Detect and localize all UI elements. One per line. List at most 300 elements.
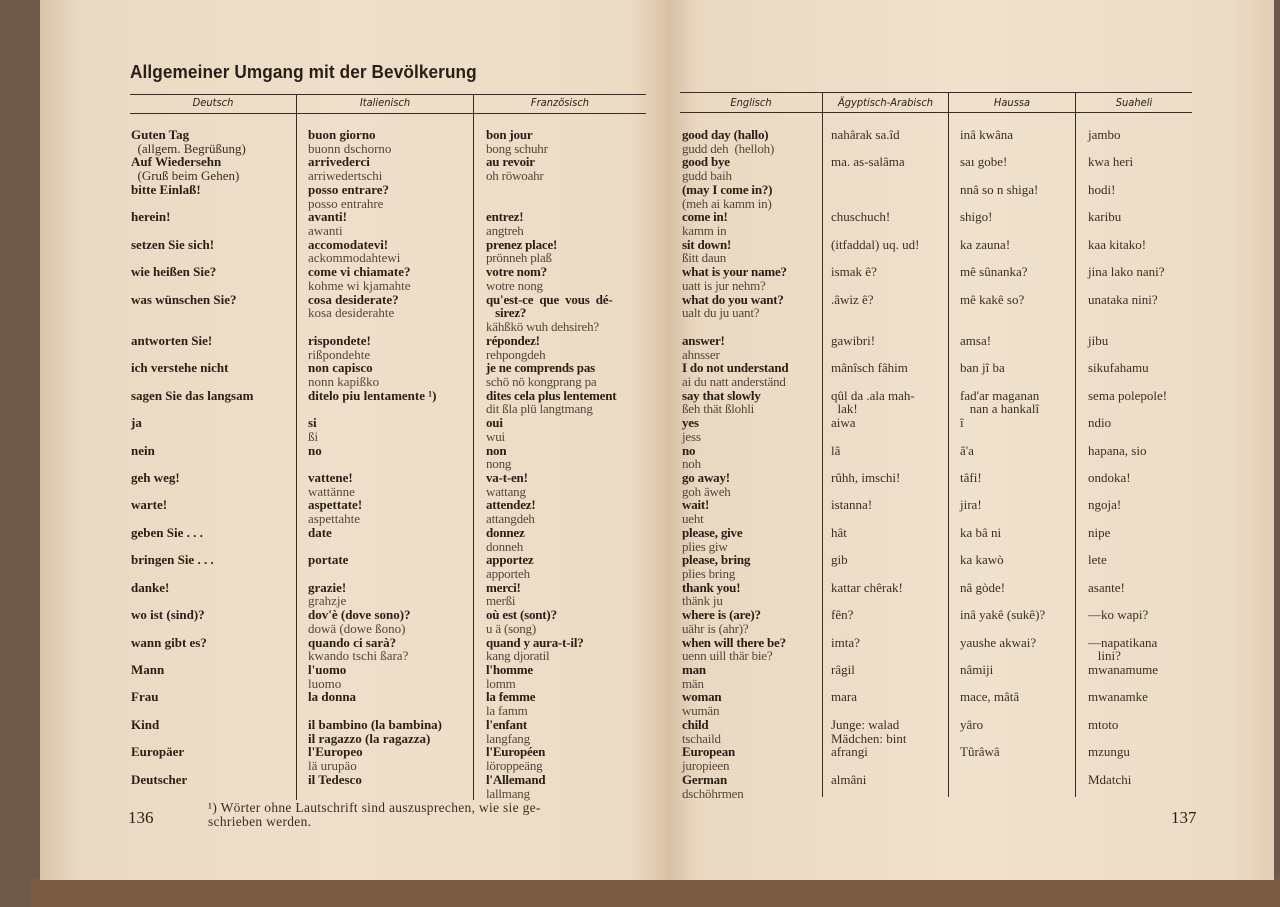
phrase-line [131,594,253,608]
phrase-line: ondoka! [1088,469,1131,485]
phrase-line: rispondete! [308,332,371,348]
phrase-line [1088,704,1167,718]
pronunciation-line: schö nö kongprang pa [486,373,597,389]
phrase-line: qûl da .ala mah- [831,387,915,403]
phrase-line: German [682,771,728,787]
phrase-line: non [486,442,507,458]
pronunciation-line: dschöhrmen [682,785,744,801]
phrase-line: wo ist (sind)? [131,607,205,623]
phrase-line [831,457,919,471]
phrase-line [831,622,919,636]
phrase-line [1088,279,1167,293]
phrase-line: vattene! [308,469,353,485]
phrase-line [131,320,253,334]
phrase-line: l'Européen [486,744,546,760]
header-italienisch: Italienisch [359,96,411,109]
pronunciation-line: goh äweh [682,483,731,499]
pronunciation-line: wattänne [308,483,355,499]
phrase-line: ka zauna! [960,236,1011,252]
phrase-line: yes [682,415,699,431]
phrase-line [831,704,919,718]
page-number-right: 137 [1171,808,1197,827]
phrase-line: hodi! [1088,181,1116,197]
phrase-line: lak! [831,401,858,417]
phrase-line: ka kawò [960,552,1004,568]
phrase-line: jambo [1088,127,1121,142]
phrase-line [1088,402,1167,416]
pronunciation-line [308,704,442,718]
phrase-line: ban jî ba [960,360,1005,376]
phrase-line: (Gruß beim Gehen) [131,168,240,184]
phrase-line: geben Sie . . . [131,524,203,540]
pronunciation-line: män [682,675,704,691]
phrase-line: go away! [682,469,730,485]
phrase-line: no [308,442,322,458]
phrase-line [131,677,253,691]
pronunciation-line: wumän [682,703,720,719]
pronunciation-line: uenn uill thär bie? [682,648,773,664]
pronunciation-line: kohme wi kjamahte [308,277,411,293]
pronunciation-line: lä urupäo [308,758,357,774]
phrase-line [131,622,253,636]
phrase-line: sagen Sie das langsam [131,387,254,403]
phrase-line: dov'è (dove sono)? [308,607,411,623]
phrase-line: karibu [1088,209,1122,225]
phrase-line: mara [831,689,857,705]
phrase-line: ismak ê? [831,264,877,280]
phrase-line: jira! [960,497,982,513]
column-deutsch [131,128,253,787]
phrase-line: shigo! [960,209,993,225]
phrase-line: lâ [831,442,841,458]
phrase-line: cosa desiderate? [308,291,399,307]
phrase-line [131,732,253,746]
phrase-line: where is (are)? [682,607,761,623]
phrase-line [131,485,253,499]
phrase-line: good day (hallo) [682,127,769,142]
phrase-line: rûhh, imschi! [831,469,901,485]
column-italienisch [308,128,442,787]
phrase-line: Junge: walad [831,716,900,732]
phrase-line [831,567,919,581]
phrase-line [960,512,1045,526]
pronunciation-line: ualt du ju uant? [682,305,760,321]
phrase-line: bon jour [486,127,533,142]
phrase-line [1088,251,1167,265]
phrase-line: accomodatevi! [308,236,389,252]
pronunciation-line: kamm in [682,223,727,239]
phrase-line [960,457,1045,471]
pronunciation-line: ueht [682,511,704,527]
phrase-line: l'uomo [308,662,347,678]
phrase-line [1088,375,1167,389]
pronunciation-line: wui [486,428,505,444]
phrase-line: come vi chiamate? [308,264,411,280]
phrase-line: woman [682,689,722,705]
phrase-line [131,348,253,362]
pronunciation-line: nonn kapißko [308,373,380,389]
pronunciation-line [308,540,442,554]
pronunciation-line: dowä (dowe ßono) [308,620,406,636]
phrase-line: warte! [131,497,168,513]
footnote [208,801,658,829]
phrase-line: what do you want? [682,291,784,307]
phrase-line: wie heißen Sie? [131,264,217,280]
phrase-line: Mann [131,662,165,678]
phrase-line: nnâ so n shiga! [960,181,1039,197]
phrase-line [131,457,253,471]
phrase-line [831,169,919,183]
phrase-line [1088,622,1167,636]
phrase-line: good bye [682,154,730,170]
phrase-line: inâ kwâna [960,127,1014,142]
pronunciation-line: merßi [486,593,516,609]
pronunciation-line: ai du natt anderständ [682,373,786,389]
phrase-line: Kind [131,716,160,732]
pronunciation-line [308,567,442,581]
phrase-line: l'Allemand [486,771,546,787]
phrase-line: â'a [960,442,974,458]
phrase-line: .âwiz ê? [831,291,874,307]
phrase-line [960,567,1045,581]
header-haussa: Haussa [993,96,1031,109]
phrase-line: bringen Sie . . . [131,552,214,568]
phrase-line [1088,224,1167,238]
phrase-line: wait! [682,497,710,513]
phrase-line: l'homme [486,662,533,678]
phrase-line [831,197,919,211]
phrase-line: nahârak sa.îd [831,127,900,142]
pronunciation-line: löroppeäng [486,758,543,774]
phrase-line: grazie! [308,579,347,595]
phrase-line: nein [131,442,155,458]
phrase-line [960,704,1045,718]
phrase-line: aspettate! [308,497,363,513]
phrase-line: nipe [1088,524,1111,540]
phrase-line [1088,320,1167,334]
footnote-line: schrieben werden. [208,814,312,829]
phrase-line: bitte Einlaß! [131,181,201,197]
phrase-line: mtoto [1088,716,1119,732]
phrase-line: mace, mâtâ [960,689,1020,705]
phrase-line [1088,348,1167,362]
phrase-line: nâmiji [960,662,994,678]
pronunciation-line: rehpongdeh [486,346,546,362]
phrase-line [960,224,1045,238]
phrase-line [831,677,919,691]
phrase-line: yâro [960,716,984,732]
column-suaheli [1088,128,1167,787]
pronunciation-line: kähßkö wuh dehsireh? [486,319,599,335]
phrase-line: ich verstehe nicht [131,360,229,376]
phrase-line: râgil [831,662,855,678]
phrase-line [831,540,919,554]
pronunciation-line: apporteh [486,566,530,581]
phrase-line: prenez place! [486,236,558,252]
pronunciation-line: (meh ai kamm in) [682,195,772,211]
phrase-line: au revoir [486,154,535,170]
phrase-line: nan a hankalî [960,401,1040,417]
phrase-line: donnez [486,524,525,540]
phrase-line: yaushe akwai? [960,634,1037,650]
phrase-line [960,169,1045,183]
phrase-line: oui [486,415,503,431]
pronunciation-line: donneh [486,538,524,554]
phrase-line: please, bring [682,552,751,568]
phrase-line [131,279,253,293]
phrase-line: la donna [308,689,357,705]
phrase-line: answer! [682,332,725,348]
phrase-line: when will there be? [682,634,786,650]
phrase-line: fad'ar maganan [960,387,1040,403]
footnote-line: ¹) Wörter ohne Lautschrift sind auszusprechen, wie sie ge- [208,800,541,815]
pronunciation-line: wotre nong [486,277,543,293]
phrase-line: où est (sont)? [486,607,557,623]
pronunciation-line: ackommodahtewi [308,250,401,266]
phrase-line [831,485,919,499]
phrase-line [131,567,253,581]
phrase-line [1088,594,1167,608]
phrase-line [960,320,1045,334]
phrase-line [831,649,919,663]
phrase-line: please, give [682,524,743,540]
book-bottom-edge [30,878,1280,907]
phrase-line: il bambino (la bambina) [308,716,443,732]
phrase-line: non capisco [308,360,373,376]
phrase-line: fên? [831,607,854,623]
phrase-line: quand y aura-t-il? [486,634,584,650]
pronunciation-line [308,457,442,471]
phrase-line: lini? [1088,648,1121,664]
column-divider [822,92,823,797]
pronunciation-line: rißpondehte [308,346,371,362]
phrase-line: portate [308,552,349,568]
phrase-line: istanna! [831,497,873,513]
phrase-line: was wünschen Sie? [131,291,237,307]
phrase-line: dites cela plus lentement [486,387,617,403]
phrase-line [1088,430,1167,444]
phrase-line [960,142,1045,156]
phrase-line: say that slowly [682,387,761,403]
phrase-line: il ragazzo (la ragazza) [308,730,431,746]
phrase-line: lete [1088,552,1107,568]
phrase-line: la femme [486,689,536,705]
phrase-line: buon giorno [308,127,376,142]
column-divider [948,92,949,797]
column-divider [473,94,474,800]
phrase-line: Tûrâwâ [960,744,1000,760]
pronunciation-line: bong schuhr [486,140,548,156]
header-deutsch: Deutsch [192,96,234,109]
phrase-line: ka bâ ni [960,524,1002,540]
phrase-line: (itfaddal) uq. ud! [831,236,920,252]
phrase-line [131,402,253,416]
phrase-line: almâni [831,771,867,787]
phrase-line [131,251,253,265]
pronunciation-line: arriwedertschi [308,168,383,184]
phrase-line: hapana, sio [1088,442,1147,458]
pronunciation-line: tschaild [682,730,721,746]
phrase-line: date [308,524,332,540]
table-top-rule [680,92,1192,93]
phrase-line [960,251,1045,265]
pronunciation-line: aspettahte [308,511,360,527]
phrase-line: apportez [486,552,534,568]
phrase-line: arrivederci [308,154,370,170]
phrase-line [831,183,919,197]
phrase-line [960,649,1045,663]
phrase-line: votre nom? [486,264,547,280]
phrase-line [960,622,1045,636]
header-arabisch: Ägyptisch-Arabisch [837,96,934,109]
pronunciation-line: dit ßla plü langtmang [486,401,593,417]
phrase-line [960,430,1045,444]
phrase-line [831,348,919,362]
pronunciation-line: kwando tschi ßara? [308,648,409,664]
phrase-line: saı gobe! [960,154,1008,170]
pronunciation-line: attangdeh [486,511,535,527]
pronunciation-line: ßi [308,428,319,444]
phrase-line: entrez! [486,209,524,225]
column-divider [296,94,297,800]
phrase-line [831,224,919,238]
phrase-line [960,594,1045,608]
pronunciation-line: lallmang [486,785,530,801]
phrase-line: va-t-en! [486,469,528,485]
phrase-line: jina lako nani? [1088,264,1165,280]
phrase-line [831,320,919,334]
phrase-line: Frau [131,689,159,705]
phrase-line: sit down! [682,236,732,252]
pronunciation-line: kang djoratil [486,648,550,664]
pronunciation-line: la famm [486,703,528,719]
phrase-line [131,759,253,773]
phrase-line [1088,169,1167,183]
phrase-line: attendez! [486,497,536,513]
phrase-line: Mädchen: bint [831,730,907,746]
pronunciation-line: gudd deh (helloh) [682,140,775,156]
phrase-line: ditelo piu lentamente ¹) [308,387,437,403]
phrase-line: avanti! [308,209,347,225]
phrase-line: Auf Wiedersehn [131,154,222,170]
phrase-line [131,540,253,554]
phrase-line: kattar chêrak! [831,579,903,595]
phrase-line: asante! [1088,579,1125,595]
pronunciation-line: gudd baih [682,168,732,184]
phrase-line: ja [131,415,142,431]
phrase-line [131,704,253,718]
pronunciation-line [308,320,442,334]
phrase-line: Deutscher [131,771,188,787]
phrase-line: mwanamke [1088,689,1148,705]
phrase-line: mzungu [1088,744,1130,760]
phrase-line: man [682,662,706,678]
phrase-line: mê kakê so? [960,291,1025,307]
header-bottom-rule [680,112,1192,113]
phrase-line: gib [831,552,848,568]
phrase-line [831,251,919,265]
phrase-line: what is your name? [682,264,787,280]
phrase-line: qu'est-ce que vous dé- [486,291,613,307]
phrase-line [960,732,1045,746]
header-bottom-rule [130,113,646,114]
phrase-line: European [682,744,736,760]
phrase-line: kwa heri [1088,154,1134,170]
page-title: Allgemeiner Umgang mit der Bevölkerung [130,61,477,82]
phrase-line [960,677,1045,691]
phrase-line [1088,457,1167,471]
phrase-line: aiwa [831,415,856,431]
phrase-line [1088,677,1167,691]
phrase-line [831,594,919,608]
phrase-line: répondez! [486,332,540,348]
header-suaheli: Suaheli [1115,96,1153,109]
phrase-line: Europäer [131,744,185,760]
column-divider [1075,92,1076,797]
phrase-line [131,197,253,211]
pronunciation-line: ßeh thät ßlohli [682,401,755,417]
phrase-line: antworten Sie! [131,332,213,348]
phrase-line: mânîsch fâhim [831,360,908,376]
header-franzoesisch: Französisch [530,96,590,109]
phrase-line [960,279,1045,293]
phrase-line [131,306,253,320]
pronunciation-line: lomm [486,675,516,691]
phrase-line: ndio [1088,415,1112,431]
phrase-line: mwanamume [1088,662,1159,678]
phrase-line [131,430,253,444]
phrase-line: sirez? [486,305,527,321]
column-haussa [960,128,1045,759]
phrase-line: hât [831,524,847,540]
phrase-line [1088,306,1167,320]
phrase-line: si [308,415,317,431]
phrase-line: l'Europeo [308,744,363,760]
phrase-line [831,279,919,293]
phrase-line: Guten Tag [131,127,190,142]
pronunciation-line: awanti [308,223,343,239]
phrase-line: thank you! [682,579,741,595]
pronunciation-line: kosa desiderahte [308,305,395,321]
phrase-line [1088,512,1167,526]
phrase-line [831,430,919,444]
phrase-line [131,649,253,663]
table-top-rule [130,94,646,95]
phrase-line: I do not understand [682,360,789,376]
phrase-line: unataka nini? [1088,291,1158,307]
pronunciation-line: luomo [308,675,342,691]
phrase-line [131,375,253,389]
phrase-line: Mdatchi [1088,771,1132,787]
phrase-line: kaa kitako! [1088,236,1147,252]
phrase-line [960,485,1045,499]
pronunciation-line: noh [682,456,701,472]
column-englisch [682,128,788,800]
pronunciation-line [682,320,788,334]
pronunciation-line [308,402,442,416]
pronunciation-line: u ä (song) [486,620,536,636]
phrase-line: child [682,716,709,732]
phrase-line: no [682,442,696,458]
pronunciation-line: uatt is jur nehm? [682,277,766,293]
phrase-line: —ko wapi? [1088,607,1149,623]
phrase-line: î [960,415,964,431]
phrase-line: tâfi! [960,469,982,485]
column-arabisch [831,128,919,787]
phrase-line [1088,142,1167,156]
phrase-line [831,142,919,156]
phrase-line [831,759,919,773]
